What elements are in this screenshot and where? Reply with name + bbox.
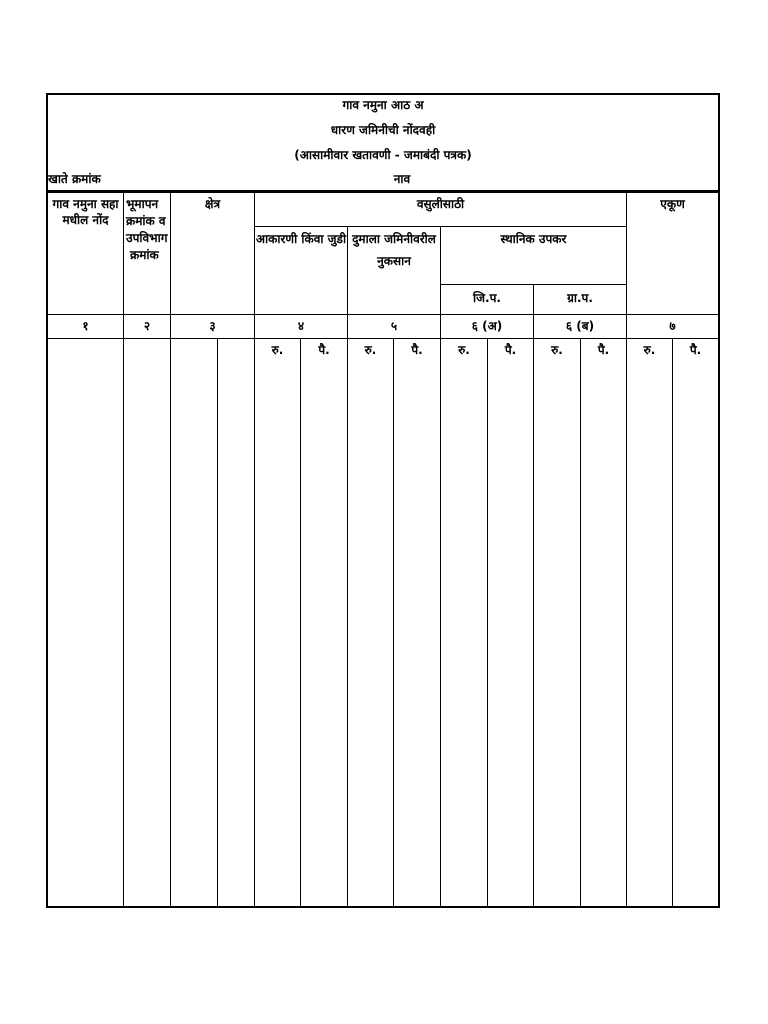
- paise-label: पै.: [597, 343, 610, 357]
- village-note-header-2: मधील नोंद: [62, 213, 109, 227]
- form-title: गाव नमुना आठ अ: [342, 98, 424, 112]
- dumala-header-1: दुमाला जमिनीवरील: [352, 232, 436, 246]
- column-numbers-top-rule: [46, 314, 720, 315]
- local-cess-rule: [440, 284, 627, 285]
- column-number: ५: [390, 319, 398, 333]
- column-number: ६ (अ): [471, 319, 503, 333]
- account-number-label: खाते क्रमांक: [48, 172, 101, 186]
- border-bottom: [46, 906, 720, 908]
- assessment-header: आकारणी किंवा जुडी: [255, 232, 347, 246]
- rupee-label: रु.: [364, 343, 377, 357]
- area-header: क्षेत्र: [204, 197, 221, 211]
- col5-sub-divider: [393, 338, 394, 907]
- survey-no-header-3: उपविभाग: [126, 231, 168, 245]
- border-top: [46, 93, 720, 95]
- paise-label: पै.: [318, 343, 330, 357]
- gp-header: ग्रा.प.: [567, 291, 593, 305]
- column-number: १: [82, 319, 89, 333]
- survey-no-header-4: क्रमांक: [130, 248, 159, 262]
- rupee-label: रु.: [643, 343, 656, 357]
- column-number: २: [143, 319, 151, 333]
- border-right: [718, 93, 720, 908]
- col4-sub-divider: [300, 338, 301, 907]
- col6a-sub-divider: [487, 338, 488, 907]
- col7-sub-divider: [672, 338, 673, 907]
- rupee-label: रु.: [551, 343, 563, 357]
- dumala-header-2: नुकसान: [377, 254, 411, 268]
- paise-label: पै.: [504, 343, 517, 357]
- recovery-header: वसुलीसाठी: [416, 197, 465, 211]
- survey-no-header-1: भूमापन: [126, 197, 159, 211]
- col-divider-2: [170, 192, 171, 907]
- column-number: ४: [297, 319, 305, 333]
- area-sub-divider: [217, 338, 218, 907]
- col-divider-3: [254, 192, 255, 907]
- recovery-rule: [254, 226, 627, 227]
- zp-header: जि.प.: [473, 291, 501, 305]
- rupee-label: रु.: [271, 343, 284, 357]
- column-numbers-bottom-rule: [46, 338, 720, 339]
- total-header: एकूण: [660, 197, 685, 211]
- form-subtitle-note: (आसामीवार खतावणी - जमाबंदी पत्रक): [294, 148, 472, 162]
- column-number: ३: [209, 319, 216, 333]
- local-cess-header: स्थानिक उपकर: [500, 232, 567, 246]
- col6b-sub-divider: [580, 338, 581, 907]
- village-note-header-1: गाव नमुना सहा: [52, 197, 119, 211]
- col-divider-1: [123, 192, 124, 907]
- header-rule: [46, 190, 720, 193]
- paise-label: पै.: [411, 343, 423, 357]
- survey-no-header-2: क्रमांक व: [126, 214, 166, 228]
- name-label: नाव: [393, 172, 411, 186]
- rupee-label: रु.: [458, 343, 470, 357]
- col-divider-6: [533, 284, 534, 907]
- column-number: ६ (ब): [565, 319, 595, 333]
- paise-label: पै.: [689, 343, 702, 357]
- col-divider-7: [626, 192, 627, 907]
- form-subtitle: धारण जमिनीची नोंदवही: [330, 123, 436, 137]
- column-number: ७: [669, 319, 676, 333]
